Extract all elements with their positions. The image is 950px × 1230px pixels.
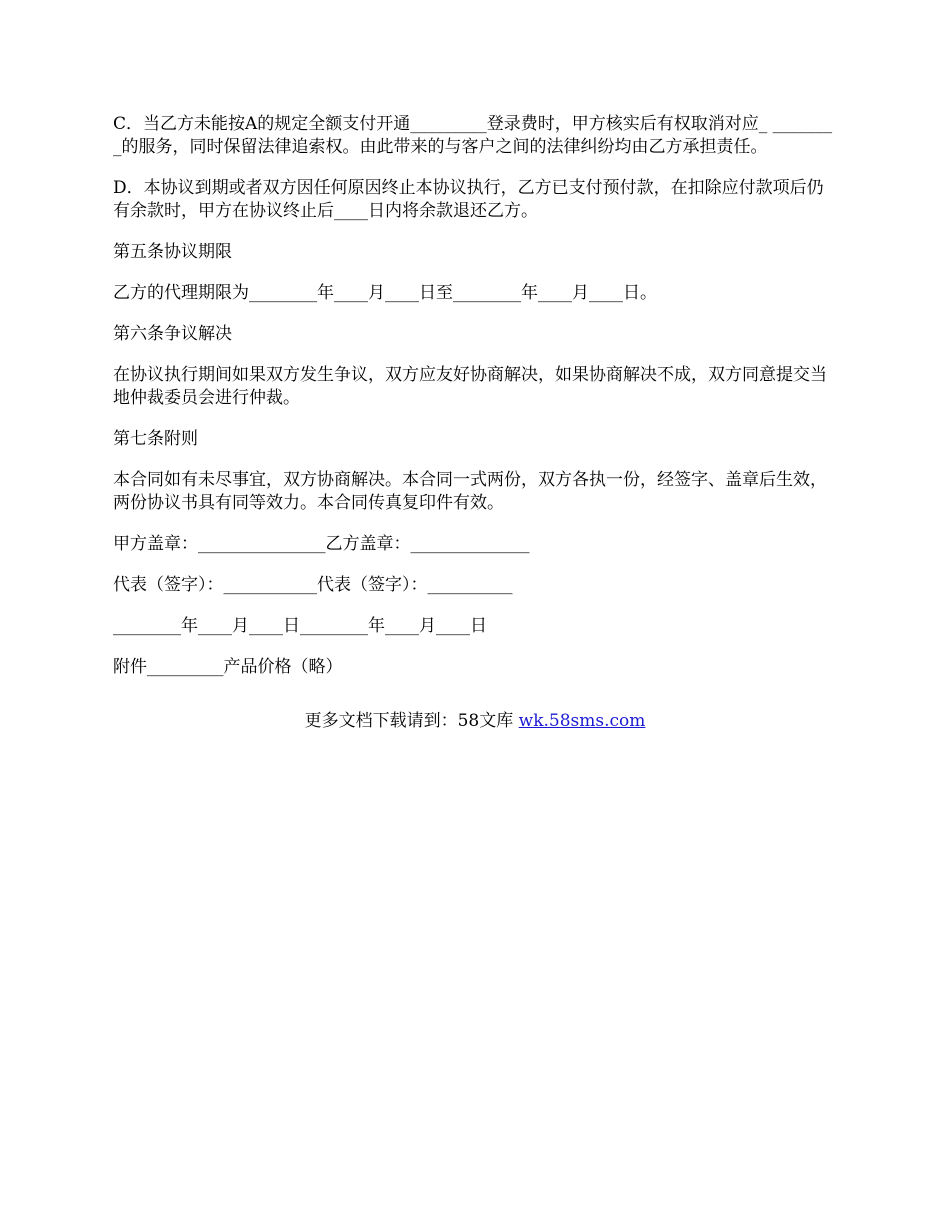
footer: [0, 710, 950, 733]
article-5-heading: 第五条协议期限: [113, 242, 232, 262]
seal-line: 甲方盖章：_______________乙方盖章：______________: [113, 534, 530, 554]
attachment-line: 附件_________产品价格（略）: [113, 657, 343, 677]
agency-period-paragraph: 乙方的代理期限为________年____月____日至________年____月____日。: [113, 283, 657, 303]
article-6-heading: 第六条争议解决: [113, 324, 232, 344]
clause-d-paragraph: D．本协议到期或者双方因任何原因终止本协议执行，乙方已支付预付款，在扣除应付款项后仍有余款时，甲方在协议终止后____日内将余款退还乙方。: [113, 178, 824, 221]
article-7-heading: 第七条附则: [113, 429, 198, 449]
supplementary-provisions-paragraph: 本合同如有未尽事宜，双方协商解决。本合同一式两份，双方各执一份，经签字、盖章后生效，两份协议书具有同等效力。本合同传真复印件有效。: [113, 470, 827, 513]
clause-c-paragraph: C．当乙方未能按A的规定全额支付开通_________登录费时，甲方核实后有权取消对应_ ________的服务，同时保留法律追索权。由此带来的与客户之间的法律纠纷均由乙方承担责任。: [113, 114, 833, 157]
document-body: [113, 113, 840, 697]
footer-text: 更多文档下载请到：58文库: [304, 711, 519, 731]
signature-line: 代表（签字）：___________代表（签字）：__________: [113, 575, 513, 595]
date-line: ________年____月____日________年____月____日: [113, 616, 487, 636]
footer-link[interactable]: wk.58sms.com: [518, 711, 646, 731]
dispute-resolution-paragraph: 在协议执行期间如果双方发生争议，双方应友好协商解决，如果协商解决不成，双方同意提交当地仲裁委员会进行仲裁。: [113, 365, 827, 408]
